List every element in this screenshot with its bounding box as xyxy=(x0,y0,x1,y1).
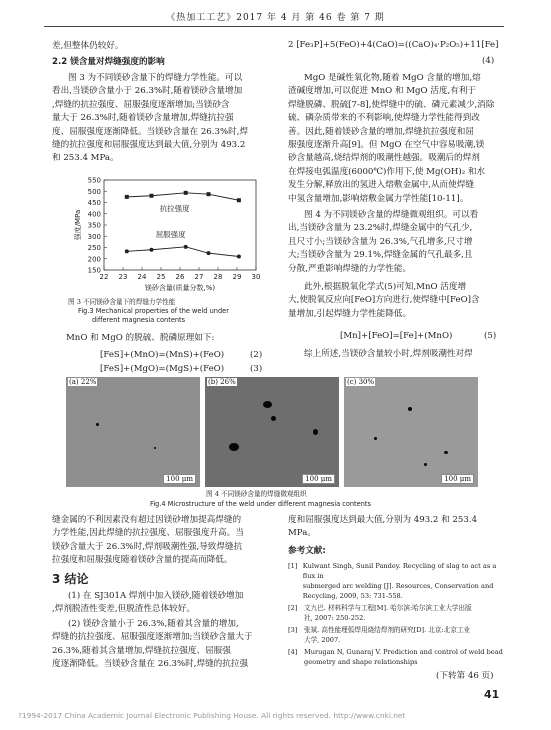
data-point xyxy=(184,245,188,249)
data-point xyxy=(207,192,211,196)
micrograph-a-label: (a) 22% xyxy=(69,378,97,386)
micrograph-a-scale: 100 μm xyxy=(163,474,196,484)
reference-item: [4] Murugan N, Gunaraj V. Prediction and control of weld bead geometry and shape relationships xyxy=(288,648,503,666)
pore xyxy=(271,416,276,421)
micrograph-c-label: (c) 30% xyxy=(347,378,375,386)
pore xyxy=(313,429,318,435)
paragraph-summary-start: 综上所述,当镁砂含量较小时,焊剂吸潮性对焊 xyxy=(304,349,473,359)
section-2-2-heading: 2.2 镁含量对焊缝强度的影响 xyxy=(52,57,165,67)
paragraph-fig3-intro: 图 3 为不同镁砂含量下的焊缝力学性能。可以 看出,当镁砂含量小于 26.3%时,随着镁砂含量增加 ,焊缝的抗拉强度、屈服强度逐渐增加;当镁砂含 量大于 26.3%时,随着镁砂含量增加,焊缝抗拉强 度、屈服强度逐渐降低。当镁砂含量在 26.3%时,焊 缝的抗拉强度和屈服强度达到最大值,分别为 493.2 和 253.4 MPa。 xyxy=(52,73,249,164)
micrograph-c xyxy=(344,377,478,487)
data-point xyxy=(150,194,154,198)
continued-on-page: (下转第 46 页) xyxy=(436,671,494,681)
paragraph-fig4-intro: 图 4 为不同镁砂含量的焊缝微观组织。可以看 出,当镁砂含量为 23.2%时,焊缝金属中的气孔少, 且尺寸小;当镁砂含量为 26.3%,气孔增多,尺寸增 大;当镁砂含量为 29.1%,焊缝金属的气孔最多,且 分散,严重影响焊缝的力学性能。 xyxy=(288,210,479,274)
x-tick-label: 27 xyxy=(194,273,204,281)
y-tick-label: 250 xyxy=(87,244,101,252)
micrograph-b-scale: 100 μm xyxy=(302,474,335,484)
x-axis-label: 镁砂含量(质量分数,%) xyxy=(144,284,216,292)
equation-3: [FeS]+(MgO)=(MgS)+(FeO) xyxy=(100,364,225,374)
y-tick-label: 350 xyxy=(87,221,101,230)
pore xyxy=(263,401,272,408)
fig3-line-chart xyxy=(52,174,266,298)
data-point xyxy=(150,248,154,252)
paragraph-moisture: 缝金属的不利因素没有超过因镁砂增加提高焊缝的 力学性能,因此焊缝的抗拉强度、屈服强度升高。当 镁砂含量大于 26.3%时,焊剂吸潮性强,导致焊缝抗 拉强度和屈服强度随着镁砂含量的提高而降低。 xyxy=(52,515,244,566)
equation-5: [Mn]+[FeO]=[Fe]+(MnO) xyxy=(340,331,453,341)
copyright-footer: ?1994-2017 China Academic Journal Electronic Publishing House. All rights reserved. http://www.cnki.net xyxy=(18,711,406,720)
x-tick-label: 30 xyxy=(251,273,261,281)
continued-text: 差,但整体仍较好。 xyxy=(52,41,124,51)
x-tick-label: 29 xyxy=(232,273,242,281)
pore xyxy=(444,451,448,454)
references-heading: 参考文献: xyxy=(288,546,326,556)
y-tick-label: 150 xyxy=(87,266,101,275)
pore xyxy=(408,407,412,411)
data-point xyxy=(207,251,211,255)
series-label-2: 屈服强度 xyxy=(155,229,186,239)
reference-item: [3] 张斌. 高性能埋弧焊用烧结焊剂的研究[D]. 北京:北京工业 大学, 2007. xyxy=(288,626,471,644)
header-rule xyxy=(44,26,504,27)
reference-item: [1] Kulwant Singh, Sunil Pandey. Recycling of slag to act as a flux in submerged arc welding [J]. Resources, Conservation and Recycling, 2009, 53: 731-558. xyxy=(288,562,497,600)
data-point xyxy=(125,195,129,199)
paragraph-deoxidation: 此外,根据脱氧化学式(5)可知,MnO 活度增 大,使脱氧反应向[FeO]方向进行,使焊缝中[FeO]含 量增加,引起焊缝力学性能降低。 xyxy=(288,282,480,319)
micrograph-c-scale: 100 μm xyxy=(441,474,474,484)
conclusion-2-continued: 度和屈服强度达到最大值,分别为 493.2 和 253.4 MPa。 xyxy=(288,515,478,539)
fig4-caption-cn: 图 4 不同镁砂含量的焊缝微观组织 xyxy=(206,490,307,498)
paragraph-mgo-effect: MgO 是碱性氧化物,随着 MgO 含量的增加,熔 渣碱度增加,可以促进 MnO 和 MgO 活度,有利于 焊缝脱磷、脱硫[7-8],使焊缝中的硫、磷元素减少,消除 硫、磷杂质带来的不利影响,使焊缝力学性能得到改 善。因此,随着镁砂含量的增加,焊缝抗拉强度和屈 服强度逐渐升高[9]。但 MgO 在空气中容易吸潮,镁 砂含量越高,烧结焊剂的吸潮性越强。吸潮后的焊剂 在焊接电弧温度(6000℃)作用下,使 Mg(OH)₂ 和水 发生分解,释放出的氢进入熔敷金属中,从而使焊缝 中氢含量增加,影响熔敷金属力学性能[10-11]。 xyxy=(288,73,495,204)
x-tick-label: 23 xyxy=(118,273,128,281)
fig4-caption-en: Fig.4 Microstructure of the weld under different magnesia contents xyxy=(150,500,371,508)
journal-header: 《热加工工艺》2017 年 4 月 第 46 卷 第 7 期 xyxy=(166,13,385,23)
pore xyxy=(374,437,377,440)
fig3-caption-en-1: Fig.3 Mechanical properties of the weld under xyxy=(78,307,229,315)
y-tick-label: 200 xyxy=(87,255,101,264)
y-axis-label: 强度/MPa xyxy=(74,209,82,241)
data-point xyxy=(184,191,188,195)
conclusion-2: (2) 镁砂含量小于 26.3%,随着其含量的增加, 焊缝的抗拉强度、屈服强度逐渐增加;当镁砂含量大于 26.3%,随着其含量增加,焊缝抗拉强度、屈服强 度逐渐降低。当镁砂含量在 26.3%时,焊缝的抗拉强 xyxy=(52,619,253,670)
pore xyxy=(154,447,156,449)
data-point xyxy=(237,198,241,202)
equation-3-number: (3) xyxy=(250,364,263,374)
micrograph-a xyxy=(66,377,200,487)
micrograph-b-label: (b) 26% xyxy=(208,378,236,386)
y-tick-label: 500 xyxy=(87,187,101,196)
x-tick-label: 26 xyxy=(175,273,185,281)
fig3-caption-cn: 图 3 不同镁砂含量下的焊缝力学性能 xyxy=(68,298,176,306)
y-tick-label: 400 xyxy=(87,210,101,219)
equation-2: [FeS]+(MnO)=(MnS)+(FeO) xyxy=(100,350,225,360)
x-tick-label: 28 xyxy=(213,273,223,281)
reference-item: [2] 文九巴. 材料科学与工程[M]. 哈尔滨:哈尔滨工业大学出版 社, 2007: 250-252. xyxy=(288,604,472,622)
equation-4-number: (4) xyxy=(482,56,495,66)
equation-4: 2 [Fe₃P]+5(FeO)+4(CaO)=((CaO)₄·P₂O₅)+11[Fe] xyxy=(288,40,499,50)
equation-2-number: (2) xyxy=(250,350,263,360)
x-tick-label: 22 xyxy=(99,273,109,281)
fig3-caption-en-2: different magnesia contents xyxy=(92,316,186,324)
reference-list xyxy=(288,561,503,667)
x-tick-label: 25 xyxy=(156,273,166,281)
data-point xyxy=(125,249,129,253)
y-tick-label: 300 xyxy=(87,232,101,241)
pore xyxy=(229,443,239,451)
series-label-1: 抗拉强度 xyxy=(159,203,190,213)
section-3-heading: 3 结论 xyxy=(52,572,89,586)
pore xyxy=(96,423,99,426)
equation-5-number: (5) xyxy=(484,331,497,341)
page-number: 41 xyxy=(484,688,500,701)
x-tick-label: 24 xyxy=(137,273,147,281)
conclusion-1: (1) 在 SJ301A 焊剂中加入镁砂,随着镁砂增加 ,焊剂脱渣性变差,但脱渣性总体较好。 xyxy=(52,591,244,615)
data-point xyxy=(237,255,241,259)
micrograph-b xyxy=(205,377,339,487)
y-tick-label: 450 xyxy=(87,199,101,207)
y-tick-label: 550 xyxy=(87,176,101,185)
paragraph-desulfurization: MnO 和 MgO 的脱硫、脱磷原理如下: xyxy=(66,333,215,343)
pore xyxy=(424,463,427,466)
